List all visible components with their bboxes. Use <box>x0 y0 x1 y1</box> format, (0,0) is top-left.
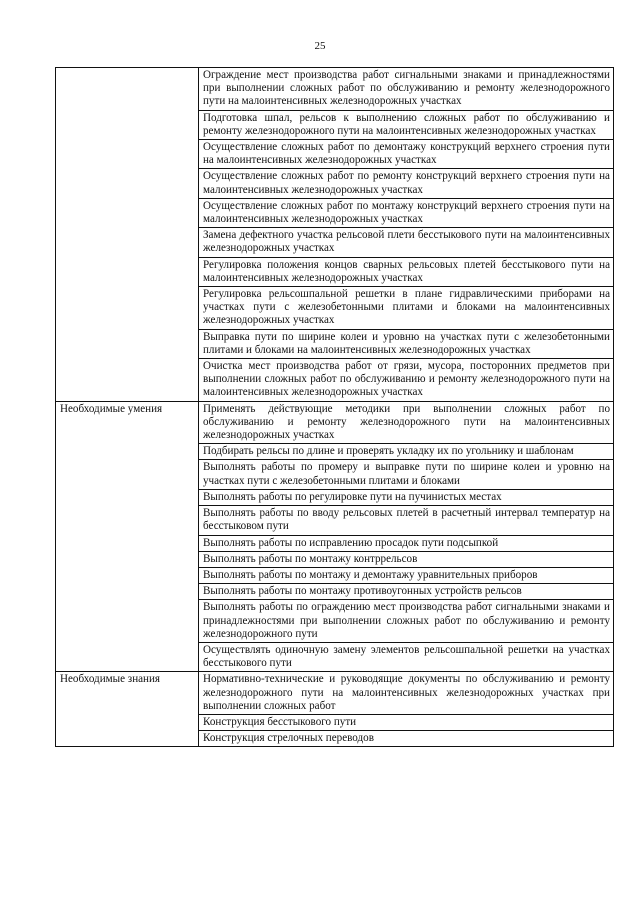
table-cell: Осуществлять одиночную замену элементов рельсошпальной решетки на участках бесстыкового пути <box>199 642 614 671</box>
table-cell: Осуществление сложных работ по демонтажу конструкций верхнего строения пути на малоинтенсивных железнодорожных участках <box>199 140 614 169</box>
table-cell: Замена дефектного участка рельсовой плети бесстыкового пути на малоинтенсивных железнодорожных участках <box>199 228 614 257</box>
section-label-knowledge: Необходимые знания <box>56 672 199 747</box>
table-cell: Применять действующие методики при выполнении сложных работ по обслуживанию и ремонту железнодорожного пути на малоинтенсивных железнодорожных участках <box>199 401 614 444</box>
table-cell: Выполнять работы по вводу рельсовых плетей в расчетный интервал температур на бесстыковом пути <box>199 506 614 535</box>
table-cell: Выполнять работы по промеру и выправке пути по ширине колеи и уровню на участках пути с железобетонными плитами и блоками <box>199 460 614 489</box>
table-cell: Подготовка шпал, рельсов к выполнению сложных работ по обслуживанию и ремонту железнодорожного пути на малоинтенсивных железнодорожных участках <box>199 110 614 139</box>
table-cell: Регулировка рельсошпальной решетки в плане гидравлическими приборами на участках пути с железобетонными плитами и блоками на малоинтенсивных железнодорожных участках <box>199 287 614 330</box>
table-cell: Выполнять работы по исправлению просадок пути подсыпкой <box>199 535 614 551</box>
table-cell: Ограждение мест производства работ сигнальными знаками и принадлежностями при выполнении сложных работ по обслуживанию и ремонту железнодорожного пути на малоинтенсивных железнодорожных участках <box>199 68 614 111</box>
competency-table <box>55 67 614 747</box>
table-cell: Выправка пути по ширине колеи и уровню на участках пути с железобетонными плитами и блоками на малоинтенсивных железнодорожных участках <box>199 329 614 358</box>
table-cell: Очистка мест производства работ от грязи, мусора, посторонних предметов при выполнении сложных работ по обслуживанию и ремонту железнодорожного пути на малоинтенсивных железнодорожных участках <box>199 359 614 402</box>
table-cell: Конструкция бесстыкового пути <box>199 714 614 730</box>
table-cell: Конструкция стрелочных переводов <box>199 731 614 747</box>
table-cell: Подбирать рельсы по длине и проверять укладку их по угольнику и шаблонам <box>199 444 614 460</box>
table-row <box>56 68 614 111</box>
section-label-skills: Необходимые умения <box>56 401 199 672</box>
table-cell: Регулировка положения концов сварных рельсовых плетей бесстыкового пути на малоинтенсивных железнодорожных участках <box>199 257 614 286</box>
table-row <box>56 672 614 715</box>
table-cell: Выполнять работы по монтажу и демонтажу уравнительных приборов <box>199 567 614 583</box>
page-number: 25 <box>314 40 326 52</box>
table-cell: Выполнять работы по ограждению мест производства работ сигнальными знаками и принадлежностями при выполнении сложных работ по обслуживанию и ремонту железнодорожного пути <box>199 600 614 643</box>
table-cell: Осуществление сложных работ по ремонту конструкций верхнего строения пути на малоинтенсивных железнодорожных участках <box>199 169 614 198</box>
table-cell: Осуществление сложных работ по монтажу конструкций верхнего строения пути на малоинтенсивных железнодорожных участках <box>199 198 614 227</box>
table-cell: Выполнять работы по монтажу контррельсов <box>199 551 614 567</box>
section-label <box>56 68 199 402</box>
table-cell: Выполнять работы по монтажу противоугонных устройств рельсов <box>199 584 614 600</box>
table-cell: Нормативно-технические и руководящие документы по обслуживанию и ремонту железнодорожного пути на малоинтенсивных железнодорожных участках при выполнении сложных работ <box>199 672 614 715</box>
table-cell: Выполнять работы по регулировке пути на пучинистых местах <box>199 489 614 505</box>
table-row <box>56 401 614 444</box>
